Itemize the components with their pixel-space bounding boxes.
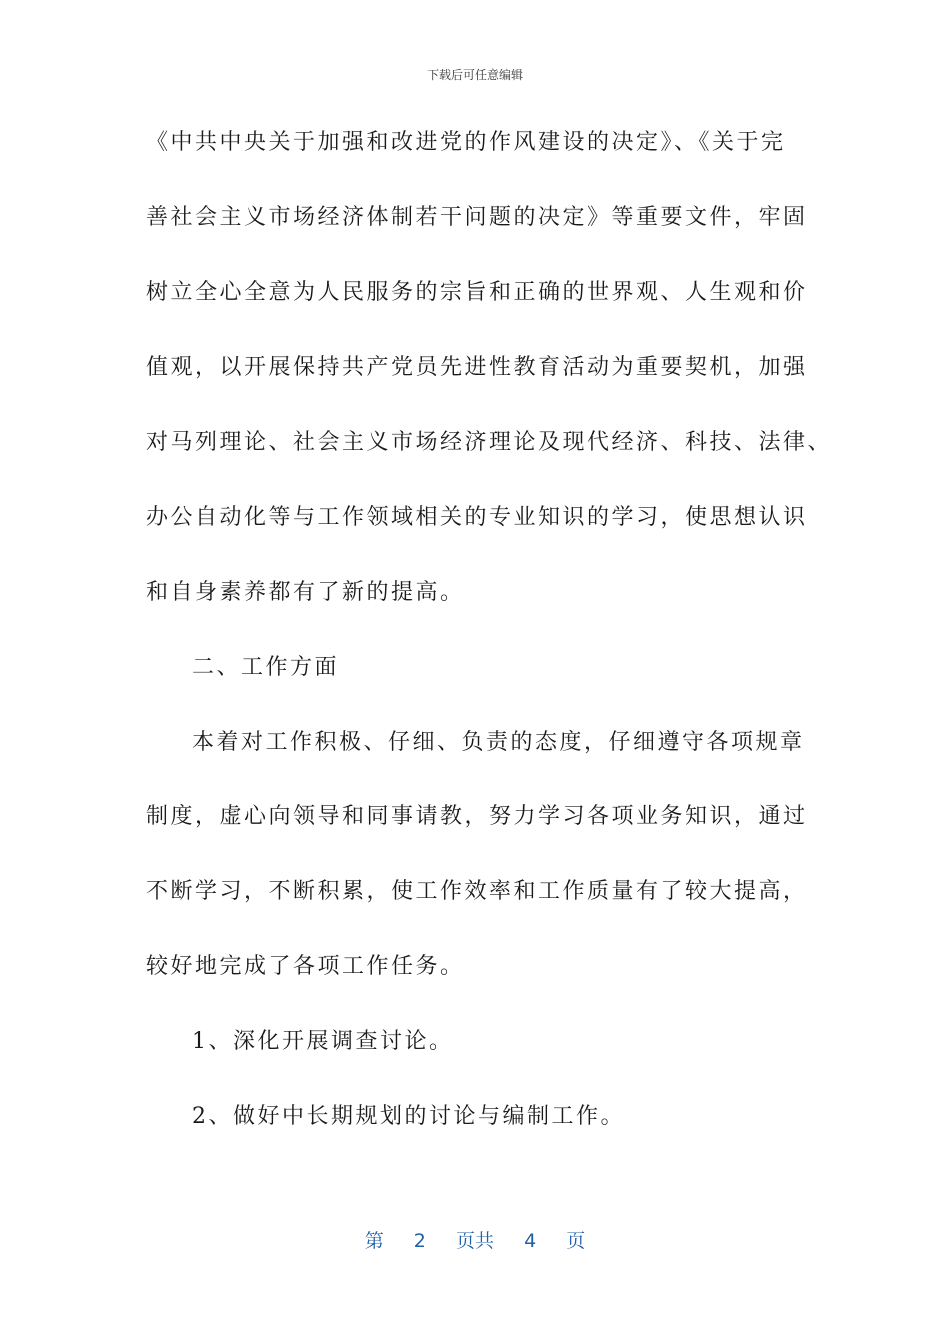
text-line: 善社会主义市场经济体制若干问题的决定》等重要文件，牢固 xyxy=(146,205,808,230)
section-heading: 二、工作方面 xyxy=(192,655,340,680)
list-item: 1、深化开展调查讨论。 xyxy=(192,1029,454,1054)
page-prefix: 第 xyxy=(364,1230,384,1252)
current-page-number: 2 xyxy=(413,1230,426,1252)
text-line: 对马列理论、社会主义市场经济理论及现代经济、科技、法律、 xyxy=(146,430,833,455)
text-line: 不断学习，不断积累，使工作效率和工作质量有了较大提高， xyxy=(146,879,808,904)
text-line: 值观，以开展保持共产党员先进性教育活动为重要契机，加强 xyxy=(146,355,808,380)
text-line: 较好地完成了各项工作任务。 xyxy=(146,954,465,979)
total-pages-number: 4 xyxy=(524,1230,537,1252)
page-indicator xyxy=(0,1226,950,1253)
list-item: 2、做好中长期规划的讨论与编制工作。 xyxy=(192,1104,625,1129)
text-line: 树立全心全意为人民服务的宗旨和正确的世界观、人生观和价 xyxy=(146,280,808,305)
text-line: 和自身素养都有了新的提高。 xyxy=(146,580,465,605)
page-suffix: 页 xyxy=(566,1230,586,1252)
text-line: 本着对工作积极、仔细、负责的态度，仔细遵守各项规章 xyxy=(192,730,805,755)
download-editable-note: 下载后可任意编辑 xyxy=(426,68,523,82)
text-line: 制度，虚心向领导和同事请教，努力学习各项业务知识，通过 xyxy=(146,804,808,829)
text-line: 办公自动化等与工作领域相关的专业知识的学习，使思想认识 xyxy=(146,505,808,530)
page-middle-label: 页共 xyxy=(455,1230,494,1252)
text-line: 《中共中央关于加强和改进党的作风建设的决定》、《关于完 xyxy=(146,130,786,155)
